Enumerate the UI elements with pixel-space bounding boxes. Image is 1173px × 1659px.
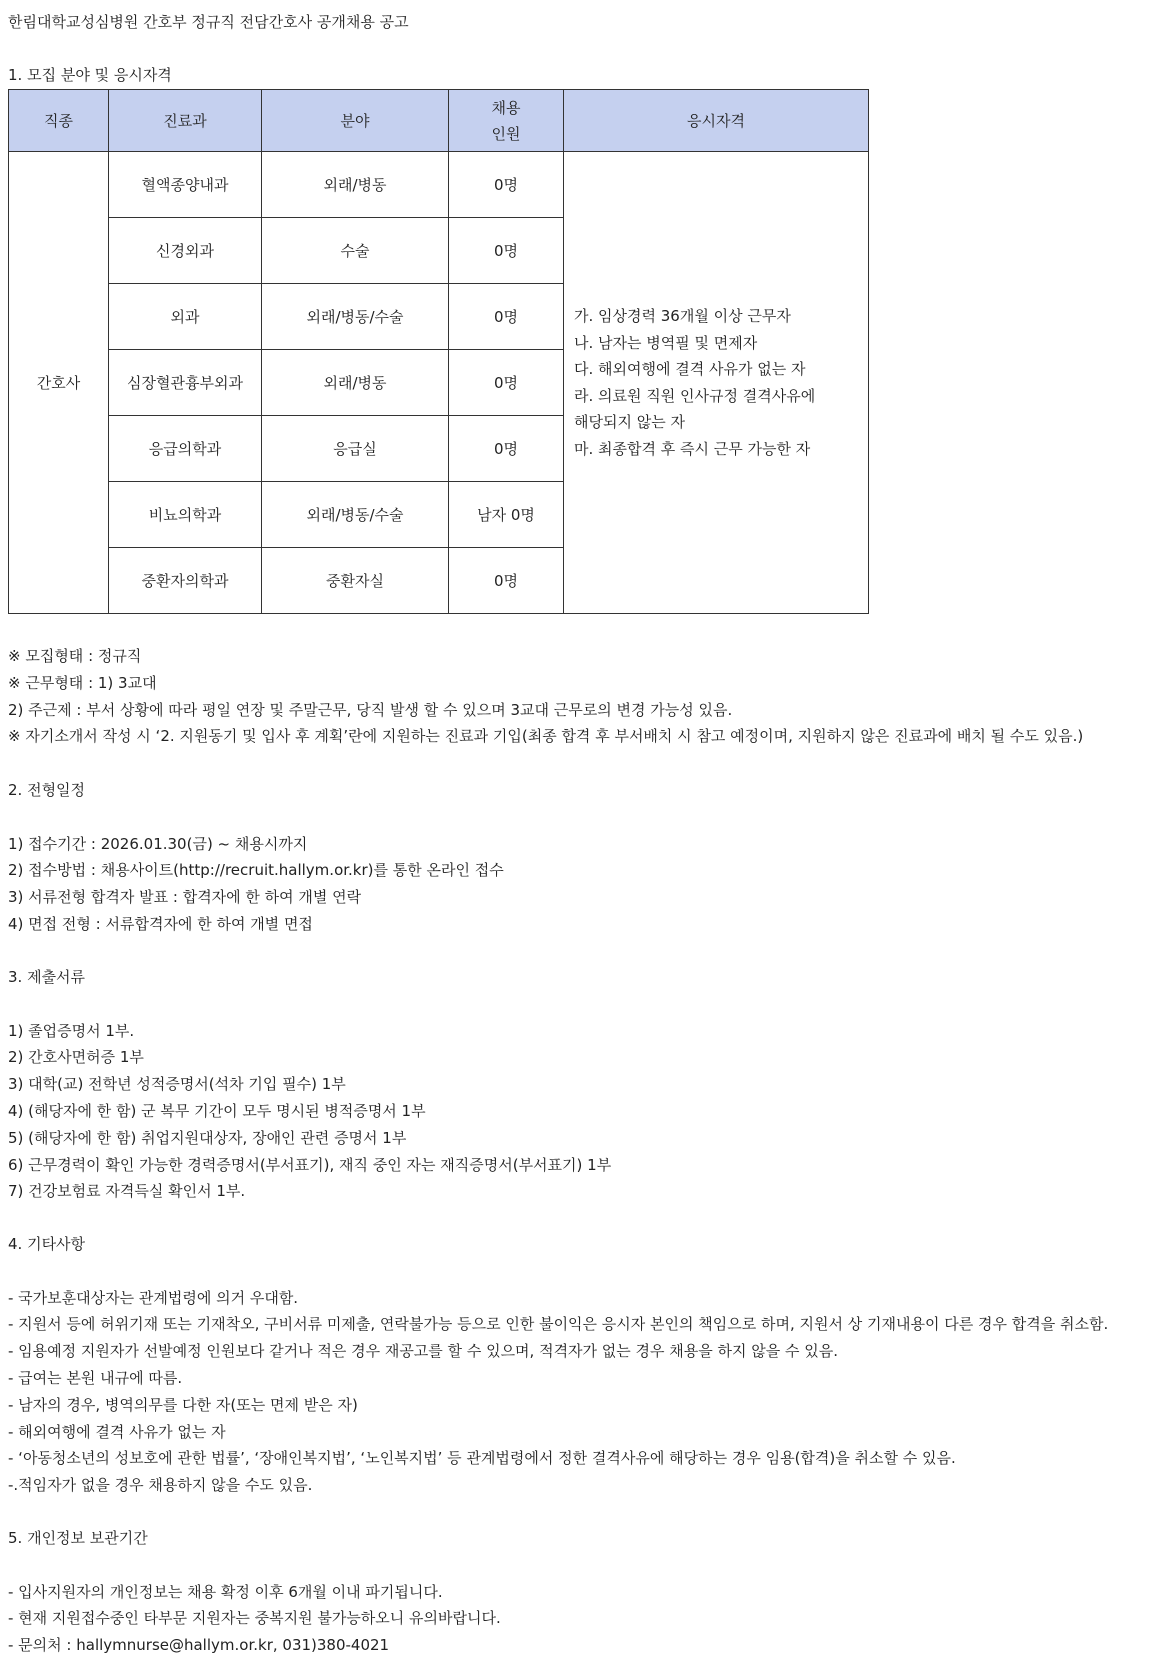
misc-item: - ‘아동청소년의 성보호에 관한 법률’, ‘장애인복지법’, ‘노인복지법’ 등 관계법령에서 정한 결격사유에 해당하는 경우 임용(합격)을 취소할 수 있음. xyxy=(8,1449,956,1468)
contact-info: - 문의처 : hallymnurse@hallym.or.kr, 031)380-4021 xyxy=(8,1636,390,1655)
field-cell: 외래/병동 xyxy=(262,350,449,416)
schedule-item: 4) 면접 전형 : 서류합격자에 한 하여 개별 면접 xyxy=(8,914,313,933)
section-schedule xyxy=(8,777,504,938)
count-cell: 0명 xyxy=(449,152,564,218)
misc-item: - 급여는 본원 내규에 따름. xyxy=(8,1368,183,1387)
field-cell: 외래/병동/수술 xyxy=(262,284,449,350)
field-cell: 응급실 xyxy=(262,416,449,482)
section-heading-recruitment: 1. 모집 분야 및 응시자격 xyxy=(8,66,172,84)
table-header-row xyxy=(9,90,869,152)
qualification-item: 다. 해외여행에 결격 사유가 없는 자 xyxy=(574,360,806,378)
schedule-item: 2) 접수방법 : 채용사이트(http://recruit.hallym.or.kr)를 통한 온라인 접수 xyxy=(8,861,504,880)
header-job: 직종 xyxy=(9,90,109,152)
section-heading-misc: 4. 기타사항 xyxy=(8,1235,86,1253)
section-documents xyxy=(8,964,611,1205)
document-item: 6) 근무경력이 확인 가능한 경력증명서(부서표기), 재직 중인 자는 재직증명서(부서표기) 1부 xyxy=(8,1155,612,1174)
field-cell: 중환자실 xyxy=(262,548,449,614)
misc-item: -.적임자가 없을 경우 채용하지 않을 수도 있음. xyxy=(8,1476,313,1495)
count-cell: 0명 xyxy=(449,416,564,482)
count-cell: 0명 xyxy=(449,548,564,614)
header-field: 분야 xyxy=(262,90,449,152)
note-line: 2) 주근제 : 부서 상황에 따라 평일 연장 및 주말근무, 당직 발생 할 수 있으며 3교대 근무로의 변경 가능성 있음. xyxy=(8,700,733,719)
note-line: ※ 모집형태 : 정규직 xyxy=(8,647,142,665)
dept-cell: 혈액종양내과 xyxy=(109,152,262,218)
notes-block xyxy=(8,643,1083,750)
section-heading-schedule: 2. 전형일정 xyxy=(8,781,86,799)
field-cell: 수술 xyxy=(262,218,449,284)
header-qual: 응시자격 xyxy=(564,90,869,152)
document-item: 4) (해당자에 한 함) 군 복무 기간이 모두 명시된 병적증명서 1부 xyxy=(8,1101,426,1120)
section-privacy xyxy=(8,1525,501,1659)
qualification-item: 나. 남자는 병역필 및 면제자 xyxy=(574,333,758,352)
table-row xyxy=(9,152,869,218)
count-cell: 0명 xyxy=(449,350,564,416)
header-count-line1: 채용 xyxy=(491,98,521,117)
field-cell: 외래/병동 xyxy=(262,152,449,218)
document-item: 1) 졸업증명서 1부. xyxy=(8,1021,135,1040)
note-line: ※ 근무형태 : 1) 3교대 xyxy=(8,673,157,692)
qualification-item: 마. 최종합격 후 즉시 근무 가능한 자 xyxy=(574,439,811,458)
privacy-item: - 현재 지원접수중인 타부문 지원자는 중복지원 불가능하오니 유의바랍니다. xyxy=(8,1609,501,1628)
header-count-line2: 인원 xyxy=(491,124,521,143)
dept-cell: 외과 xyxy=(109,284,262,350)
recruitment-table xyxy=(8,89,869,614)
misc-item: - 임용예정 지원자가 선발예정 인원보다 같거나 적은 경우 재공고를 할 수 있으며, 적격자가 없는 경우 채용을 하지 않을 수 있음. xyxy=(8,1342,839,1361)
header-dept: 진료과 xyxy=(109,90,262,152)
dept-cell: 중환자의학과 xyxy=(109,548,262,614)
misc-item: - 지원서 등에 허위기재 또는 기재착오, 구비서류 미제출, 연락불가능 등으로 인한 불이익은 응시자 본인의 책임으로 하며, 지원서 상 기재내용이 다른 경우 합격을 취소함. xyxy=(8,1315,1109,1334)
qualification-cell xyxy=(564,152,869,614)
document-item: 2) 간호사면허증 1부 xyxy=(8,1048,144,1067)
job-type-cell: 간호사 xyxy=(9,152,109,614)
dept-cell: 응급의학과 xyxy=(109,416,262,482)
schedule-item: 1) 접수기간 : 2026.01.30(금) ~ 채용시까지 xyxy=(8,834,308,853)
dept-cell: 심장혈관흉부외과 xyxy=(109,350,262,416)
header-count xyxy=(449,90,564,152)
section-heading-documents: 3. 제출서류 xyxy=(8,968,86,986)
document-item: 3) 대학(교) 전학년 성적증명서(석차 기입 필수) 1부 xyxy=(8,1075,346,1094)
schedule-item: 3) 서류전형 합격자 발표 : 합격자에 한 하여 개별 연락 xyxy=(8,888,362,907)
privacy-item: - 입사지원자의 개인정보는 채용 확정 이후 6개월 이내 파기됩니다. xyxy=(8,1582,443,1601)
dept-cell: 신경외과 xyxy=(109,218,262,284)
qualification-item: 가. 임상경력 36개월 이상 근무자 xyxy=(574,307,791,325)
misc-item: - 해외여행에 결격 사유가 없는 자 xyxy=(8,1422,226,1441)
section-heading-privacy: 5. 개인정보 보관기간 xyxy=(8,1529,148,1547)
misc-item: - 남자의 경우, 병역의무를 다한 자(또는 면제 받은 자) xyxy=(8,1395,358,1414)
qualification-item: 해당되지 않는 자 xyxy=(574,413,685,431)
document-item: 5) (해당자에 한 함) 취업지원대상자, 장애인 관련 증명서 1부 xyxy=(8,1128,407,1147)
dept-cell: 비뇨의학과 xyxy=(109,482,262,548)
field-cell: 외래/병동/수술 xyxy=(262,482,449,548)
note-line: ※ 자기소개서 작성 시 ‘2. 지원동기 및 입사 후 계획’란에 지원하는 진료과 기입(최종 합격 후 부서배치 시 참고 예정이며, 지원하지 않은 진료과에 배치 될 수도 있음.) xyxy=(8,727,1084,746)
page-title: 한림대학교성심병원 간호부 정규직 전담간호사 공개채용 공고 xyxy=(8,13,409,31)
document-item: 7) 건강보험료 자격득실 확인서 1부. xyxy=(8,1182,246,1201)
count-cell: 0명 xyxy=(449,218,564,284)
count-cell: 남자 0명 xyxy=(449,482,564,548)
section-misc xyxy=(8,1231,1108,1499)
misc-item: - 국가보훈대상자는 관계법령에 의거 우대함. xyxy=(8,1288,299,1307)
qualification-item: 라. 의료원 직원 인사규정 결격사유에 xyxy=(574,386,816,405)
count-cell: 0명 xyxy=(449,284,564,350)
